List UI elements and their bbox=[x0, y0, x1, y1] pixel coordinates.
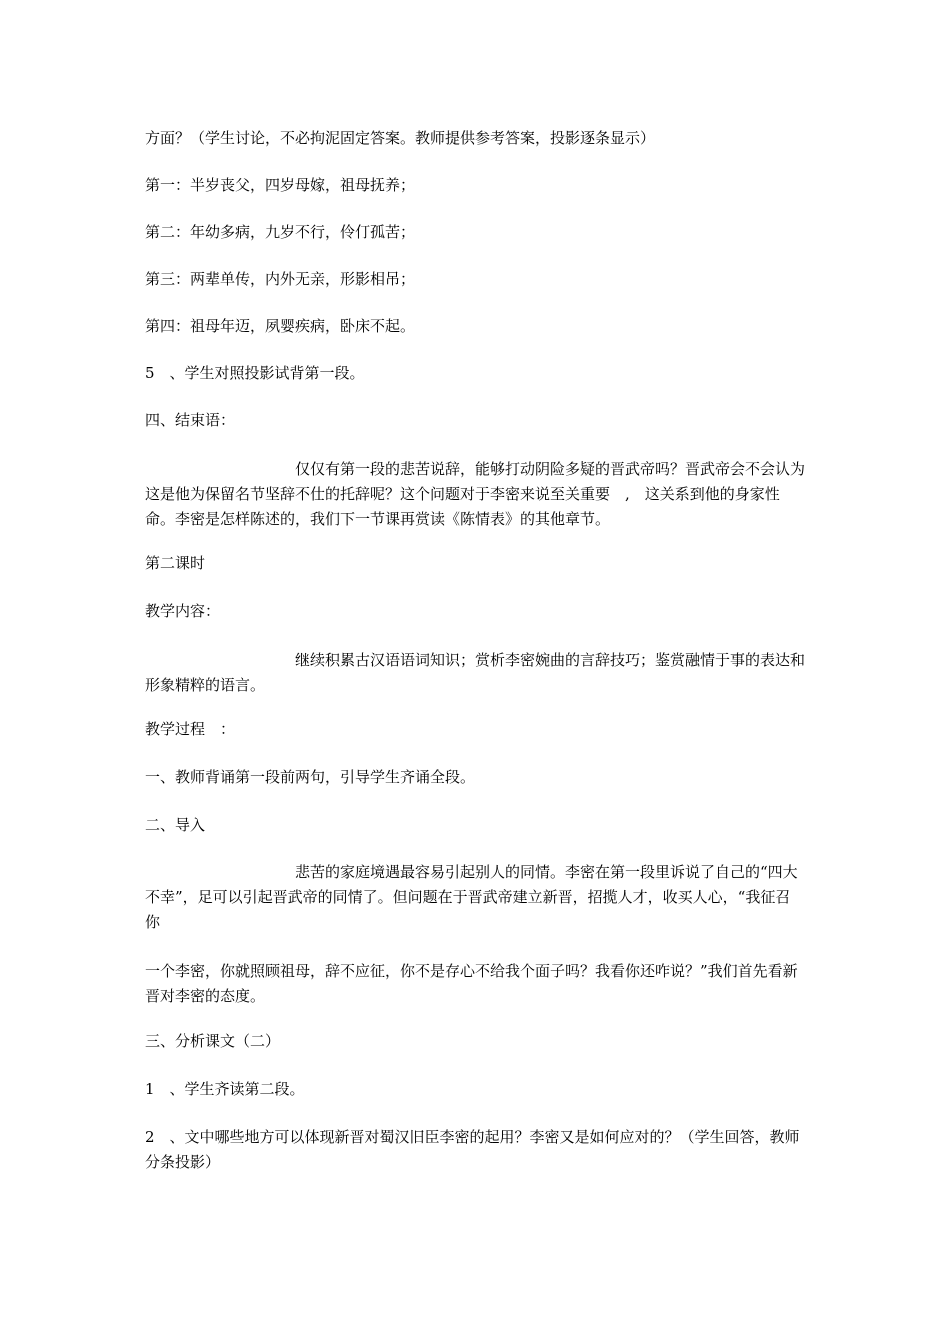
heading-introduction: 二、导入 bbox=[145, 816, 206, 834]
paragraph-misfortune-2: 第二：年幼多病，九岁不行，伶仃孤苦； bbox=[145, 223, 416, 241]
heading-second-lesson: 第二课时 bbox=[145, 554, 206, 572]
teaching-content-text: 继续积累古汉语语词知识；赏析李密婉曲的言辞技巧；鉴赏融情于事的表达和形象精粹的语言。 bbox=[145, 651, 806, 694]
conclusion-text: 仅仅有第一段的悲苦说辞，能够打动阴险多疑的晋武帝吗？晋武帝会不会认为这是他为保留名节坚辞不仕的托辞呢？这个问题对于李密来说至关重要 , 这关系到他的身家性命。李密是怎样陈述的，我们下一节课再赏读《陈情表》的其他章节。 bbox=[145, 460, 806, 528]
paragraph-misfortune-3: 第三：两辈单传，内外无亲，形影相吊； bbox=[145, 270, 416, 288]
heading-analyze-text: 三、分析课文（二） bbox=[145, 1032, 281, 1050]
paragraph-process-step-1: 一、教师背诵第一段前两句，引导学生齐诵全段。 bbox=[145, 768, 476, 786]
paragraph-misfortune-1: 第一：半岁丧父，四岁母嫁，祖母抚养； bbox=[145, 176, 416, 194]
paragraph-introduction-body bbox=[145, 860, 805, 935]
paragraph-introduction-continued: 一个李密，你就照顾祖母，辞不应征，你不是存心不给我个面子吗？我看你还咋说？”我们首先看新晋对李密的态度。 bbox=[145, 962, 798, 1005]
paragraph-misfortune-4: 第四：祖母年迈，夙婴疾病，卧床不起。 bbox=[145, 317, 416, 335]
paragraph-intro-question: 方面？（学生讨论，不必拘泥固定答案。教师提供参考答案，投影逐条显示） bbox=[145, 129, 656, 147]
paragraph-step-5: 5 、学生对照投影试背第一段。 bbox=[145, 364, 365, 382]
heading-conclusion: 四、结束语： bbox=[145, 411, 236, 429]
paragraph-analyze-step-2: 2 、文中哪些地方可以体现新晋对蜀汉旧臣李密的起用？李密又是如何应对的？（学生回答，教师分条投影） bbox=[145, 1128, 800, 1171]
paragraph-conclusion-body bbox=[145, 457, 805, 532]
heading-teaching-content: 教学内容： bbox=[145, 602, 221, 620]
paragraph-teaching-content-body bbox=[145, 648, 805, 698]
paragraph-analyze-step-1: 1 、学生齐读第二段。 bbox=[145, 1080, 305, 1098]
heading-teaching-process: 教学过程 ： bbox=[145, 720, 236, 738]
introduction-text: 悲苦的家庭境遇最容易引起别人的同情。李密在第一段里诉说了自己的“四大不幸”，足可以引起晋武帝的同情了。但问题在于晋武帝建立新晋，招揽人才，收买人心，“我征召你 bbox=[145, 863, 798, 931]
